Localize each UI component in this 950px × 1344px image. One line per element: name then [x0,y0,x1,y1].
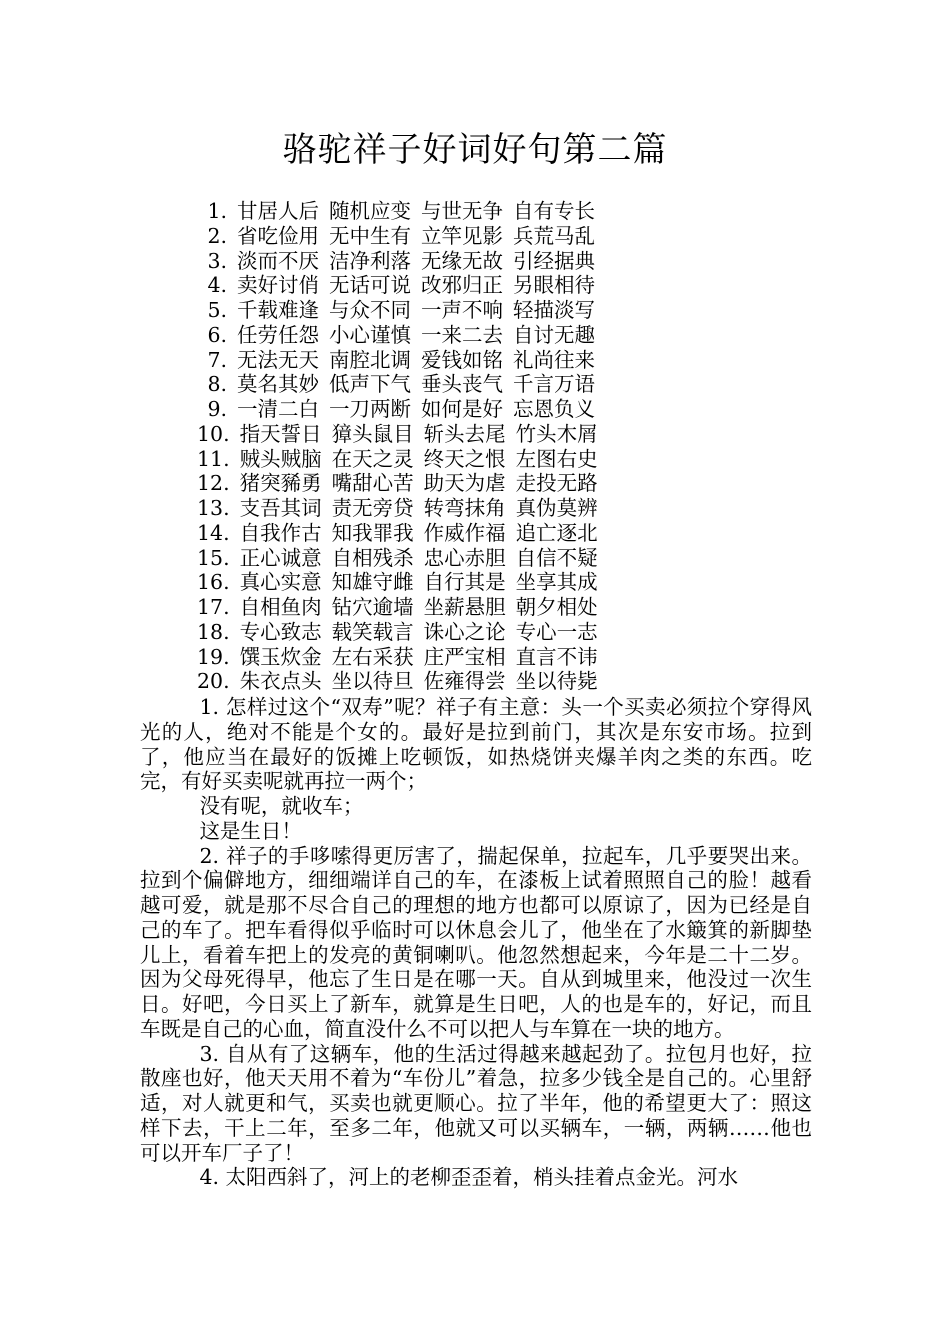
idiom: 自有专长 [513,199,595,223]
list-item [197,620,608,645]
idiom: 另眼相待 [513,273,595,298]
idiom: 无缘无故 [421,248,503,273]
idiom: 终天之恨 [423,446,506,471]
item-number: 15. [197,545,230,570]
idiom: 坐享其成 [515,570,598,595]
item-number: 8. [207,372,227,397]
idiom: 佐雍得尝 [423,669,506,694]
idiom: 知我罪我 [331,520,414,545]
item-number: 4. [207,273,227,298]
idiom: 作威作福 [423,520,506,545]
page-title: 骆驼祥子好词好句第二篇 [282,130,668,170]
idiom: 自行其是 [423,570,506,595]
idiom: 真心实意 [239,570,322,595]
idiom: 助天为虐 [423,471,506,496]
paragraph: 2. 祥子的手哆嗦得更厉害了，揣起保单，拉起车，几乎要哭出来。拉到个偏僻地方，细细端详自己的车，在漆板上试着照照自己的脸！越看越可爱，就是那不尽合自己的理想的地方也都可以原谅了，因为已经是自己的车了。把车看得似乎临时可以休息会儿了，他坐在了水簸箕的新脚垫儿上，看着车把上的发亮的黄铜喇叭。他忽然想起来，今年是二十二岁。因为父母死得早，他忘了生日是在哪一天。自从到城里来，他没过一次生日。好吧，今日买上了新车，就算是生日吧，人的也是车的，好记，而且车既是自己的心血，简直没什么不可以把人与车算在一块的地方。 [140,843,812,1041]
idiom: 自相残杀 [331,545,414,570]
idiom: 左右采获 [331,644,414,669]
idiom: 低声下气 [329,372,411,397]
idiom: 竹头木屑 [515,421,598,446]
idiom: 千载难逢 [237,298,319,322]
list-item [197,645,608,670]
idiom-list [197,199,608,694]
idiom: 直言不讳 [515,644,598,669]
idiom: 坐以待旦 [331,669,414,694]
list-item [197,521,608,546]
idiom: 钻穴逾墙 [331,595,414,619]
idiom: 如何是好 [421,397,503,421]
idiom: 自讨无趣 [513,322,595,347]
idiom: 引经据典 [513,248,595,273]
idiom: 淡而不厌 [237,248,319,273]
item-number: 7. [207,347,227,372]
list-item [197,298,608,323]
idiom: 随机应变 [329,199,411,223]
idiom: 诛心之论 [423,619,506,644]
idiom: 追亡逐北 [515,520,598,545]
item-number: 12. [197,471,230,496]
idiom: 小心谨慎 [329,322,411,347]
list-item [197,595,608,620]
list-item [197,249,608,274]
idiom: 专心一志 [515,619,598,644]
idiom: 忠心赤胆 [423,545,506,570]
item-number: 9. [207,397,227,421]
idiom: 坐以待毙 [515,669,598,694]
idiom: 莫名其妙 [237,372,319,397]
idiom: 斩头去尾 [423,421,506,446]
idiom: 嘴甜心苦 [331,471,414,496]
idiom: 无法无天 [237,347,319,372]
list-item [197,273,608,298]
idiom: 洁净利落 [329,248,411,273]
idiom: 真伪莫辨 [515,496,598,520]
item-number: 1. [207,199,227,223]
list-item [197,669,608,694]
idiom: 无话可说 [329,273,411,298]
item-number: 14. [197,520,230,545]
idiom: 爱钱如铭 [421,347,503,372]
idiom: 转弯抹角 [423,496,506,520]
item-number: 6. [207,322,227,347]
idiom: 自信不疑 [515,545,598,570]
idiom: 指天誓日 [239,421,322,446]
list-item [197,570,608,595]
idiom: 卖好讨俏 [237,273,319,298]
item-number: 13. [197,496,230,520]
paragraph: 没有呢，就收车； [199,794,364,818]
item-number: 19. [197,644,230,669]
idiom: 一清二白 [237,397,319,421]
list-item [197,199,608,224]
idiom: 一刀两断 [329,397,411,421]
idiom: 兵荒马乱 [513,223,595,248]
item-number: 10. [197,421,230,446]
idiom: 朱衣点头 [239,669,322,694]
idiom: 猪突豨勇 [239,471,322,496]
idiom: 知雄守雌 [331,570,414,595]
item-number: 18. [197,619,230,644]
idiom: 专心致志 [239,619,322,644]
paragraph: 这是生日！ [199,818,302,843]
list-item [197,496,608,521]
item-number: 5. [207,298,227,322]
idiom: 南腔北调 [329,347,411,372]
idiom: 一来二去 [421,322,503,347]
item-number: 3. [207,248,227,273]
item-number: 20. [197,669,230,694]
idiom: 自我作古 [239,520,322,545]
idiom: 坐薪悬胆 [423,595,506,619]
idiom: 支吾其词 [239,496,322,520]
list-item [197,447,608,472]
item-number: 17. [197,595,230,619]
paragraph: 3. 自从有了这辆车，他的生活过得越来越起劲了。拉包月也好，拉散座也好，他天天用不着为“车份儿”着急，拉多少钱全是自己的。心里舒适，对人就更和气，买卖也就更顺心。拉了半年，他的希望更大了：照这样下去，干上二年，至多二年，他就又可以买辆车，一辆，两辆……他也可以开车厂子了！ [140,1041,812,1165]
idiom: 立竿见影 [421,223,503,248]
idiom: 正心诚意 [239,545,322,570]
list-item [197,372,608,397]
idiom: 自相鱼肉 [239,595,322,619]
idiom: 轻描淡写 [513,298,595,322]
item-number: 16. [197,570,230,595]
idiom: 一声不响 [421,298,503,322]
paragraph: 1. 怎样过这个“双寿”呢？祥子有主意：头一个买卖必须拉个穿得风光的人，绝对不能是个女的。最好是拉到前门，其次是东安市场。拉到了，他应当在最好的饭摊上吃顿饭，如热烧饼夹爆羊肉之类的东西。吃完，有好买卖呢就再拉一两个； [140,695,812,794]
list-item [197,546,608,571]
list-item [197,422,608,447]
idiom: 千言万语 [513,372,595,397]
idiom: 与众不同 [329,298,411,322]
idiom: 无中生有 [329,223,411,248]
list-item [197,348,608,373]
idiom: 载笑载言 [331,619,414,644]
idiom: 忘恩负义 [513,397,595,421]
idiom: 贼头贼脑 [239,446,322,471]
idiom: 獐头鼠目 [331,421,414,446]
list-item [197,397,608,422]
idiom: 垂头丧气 [421,372,503,397]
idiom: 与世无争 [421,199,503,223]
idiom: 馔玉炊金 [239,644,322,669]
idiom: 礼尚往来 [513,347,595,372]
idiom: 庄严宝相 [423,644,506,669]
item-number: 2. [207,223,227,248]
list-item [197,323,608,348]
idiom: 走投无路 [515,471,598,496]
idiom: 朝夕相处 [515,595,598,619]
idiom: 改邪归正 [421,273,503,298]
idiom: 在天之灵 [331,446,414,471]
idiom: 左图右史 [515,446,598,471]
paragraph: 4. 太阳西斜了，河上的老柳歪歪着，梢头挂着点金光。河水 [199,1165,739,1190]
body-text [140,695,812,1190]
idiom: 省吃俭用 [237,223,319,248]
idiom: 甘居人后 [237,199,319,223]
item-number: 11. [197,446,230,471]
idiom: 任劳任怨 [237,322,319,347]
list-item [197,471,608,496]
list-item [197,224,608,249]
idiom: 责无旁贷 [331,496,414,520]
